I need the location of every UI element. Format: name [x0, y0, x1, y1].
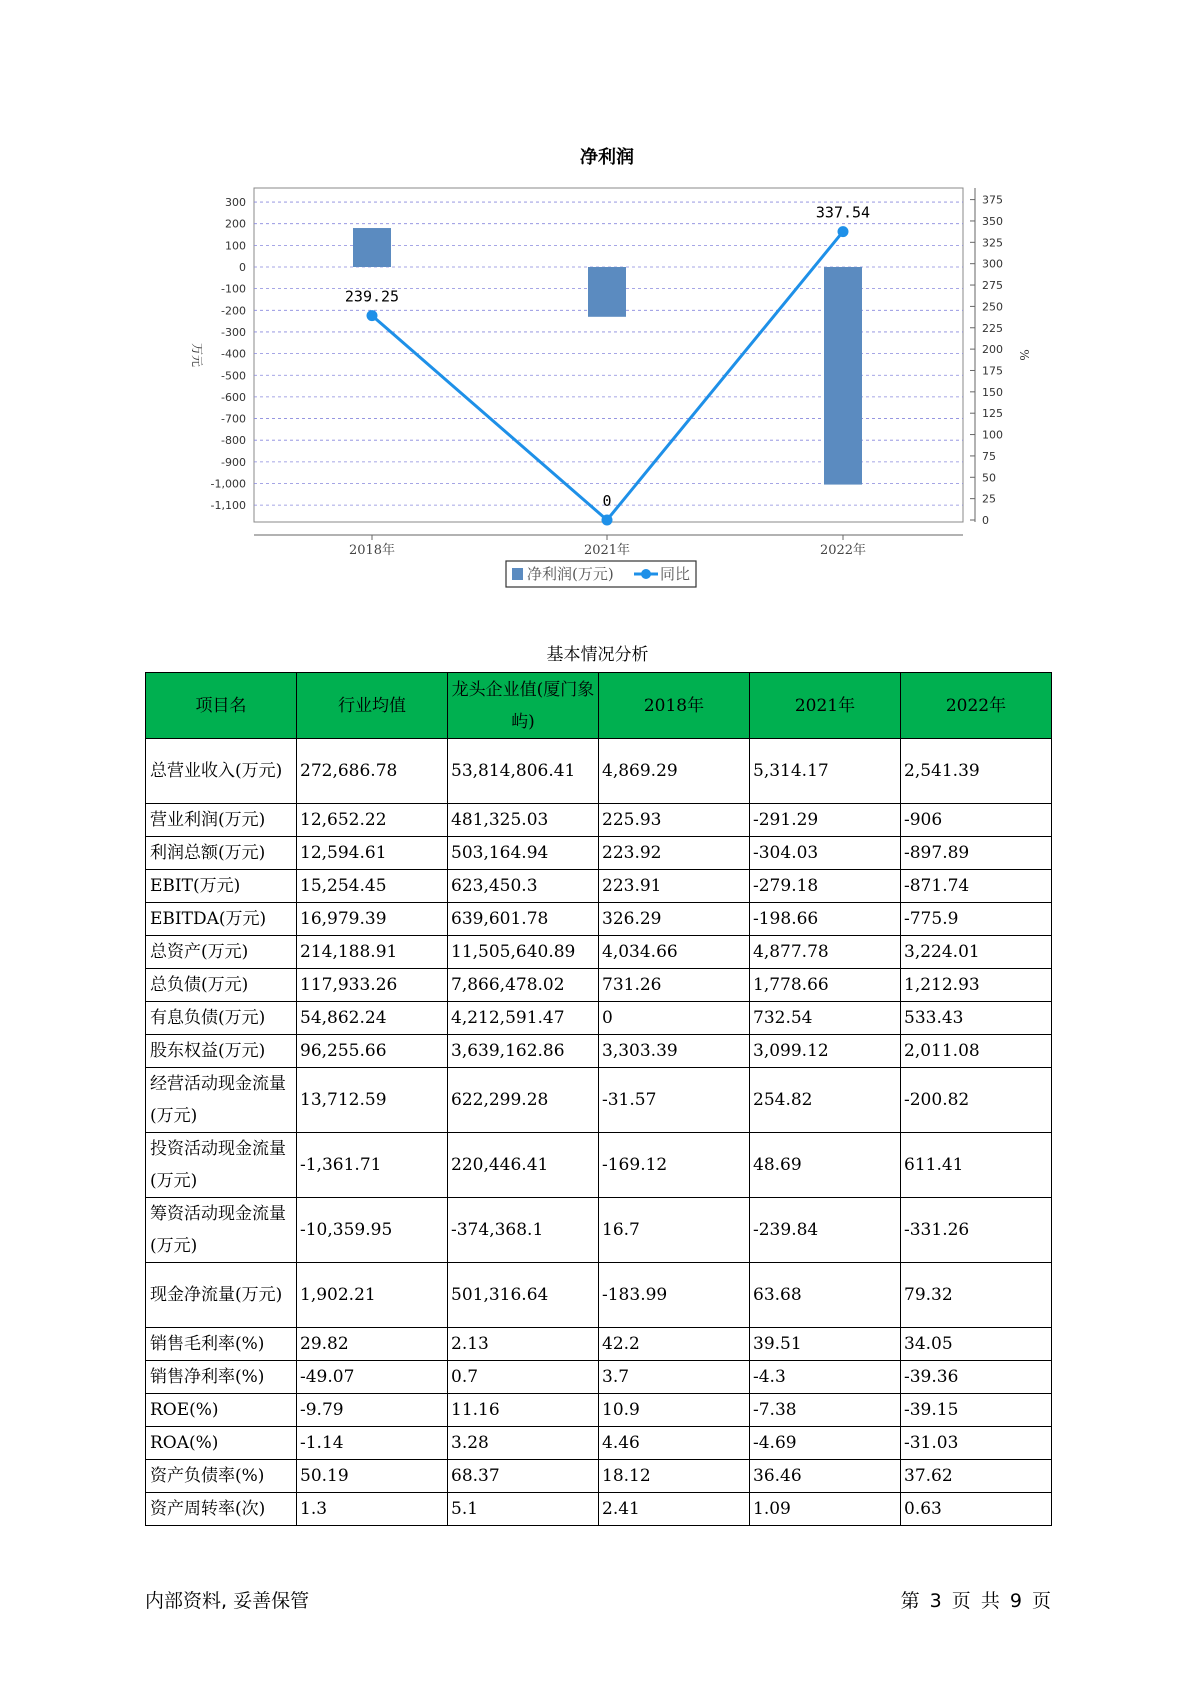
value-cell: -897.89 [901, 837, 1052, 870]
value-cell: -374,368.1 [448, 1198, 599, 1263]
column-header: 2018年 [599, 673, 750, 739]
net-profit-chart [0, 0, 1191, 600]
value-cell: 481,325.03 [448, 804, 599, 837]
table-row [146, 1068, 1052, 1133]
table-row [146, 1394, 1052, 1427]
value-cell: -169.12 [599, 1133, 750, 1198]
y2-tick-label: 350 [982, 214, 1003, 228]
row-label-cell: 筹资活动现金流量(万元) [146, 1198, 297, 1263]
value-cell: 2.13 [448, 1328, 599, 1361]
value-cell: 1.09 [750, 1493, 901, 1526]
value-cell: 12,652.22 [297, 804, 448, 837]
y-tick-label: -200 [221, 304, 246, 318]
value-cell: 326.29 [599, 903, 750, 936]
value-cell: 11,505,640.89 [448, 936, 599, 969]
y2-tick-label: 300 [982, 257, 1003, 271]
table-row [146, 837, 1052, 870]
value-cell: 37.62 [901, 1460, 1052, 1493]
value-cell: 3.7 [599, 1361, 750, 1394]
y2-tick-label: 325 [982, 236, 1003, 250]
value-cell: 7,866,478.02 [448, 969, 599, 1002]
row-label-cell: 利润总额(万元) [146, 837, 297, 870]
value-cell: -331.26 [901, 1198, 1052, 1263]
table-row [146, 936, 1052, 969]
legend-bar-swatch [512, 568, 523, 580]
value-cell: 611.41 [901, 1133, 1052, 1198]
table-row [146, 804, 1052, 837]
table-row [146, 1427, 1052, 1460]
value-cell: -291.29 [750, 804, 901, 837]
yoy-point [838, 226, 849, 237]
value-cell: 501,316.64 [448, 1263, 599, 1328]
y-tick-label: -800 [221, 434, 246, 448]
value-cell: 503,164.94 [448, 837, 599, 870]
value-cell: 117,933.26 [297, 969, 448, 1002]
value-cell: 3,099.12 [750, 1035, 901, 1068]
table-row [146, 1493, 1052, 1526]
table-row [146, 1263, 1052, 1328]
value-cell: -906 [901, 804, 1052, 837]
value-cell: -49.07 [297, 1361, 448, 1394]
analysis-table [145, 672, 1052, 1526]
value-cell: 0.63 [901, 1493, 1052, 1526]
value-cell: -31.03 [901, 1427, 1052, 1460]
value-cell: 12,594.61 [297, 837, 448, 870]
value-cell: 50.19 [297, 1460, 448, 1493]
value-cell: 1.3 [297, 1493, 448, 1526]
value-cell: 3,639,162.86 [448, 1035, 599, 1068]
value-cell: 3.28 [448, 1427, 599, 1460]
value-cell: 225.93 [599, 804, 750, 837]
value-cell: 63.68 [750, 1263, 901, 1328]
chart-title: 净利润 [580, 147, 634, 168]
y2-tick-label: 125 [982, 407, 1003, 421]
y-tick-label: -500 [221, 369, 246, 383]
column-header: 行业均值 [297, 673, 448, 739]
column-header: 2021年 [750, 673, 901, 739]
value-cell: 48.69 [750, 1133, 901, 1198]
y-tick-label: -1,000 [210, 477, 246, 491]
row-label-cell: EBIT(万元) [146, 870, 297, 903]
y-tick-label: -700 [221, 412, 246, 426]
table-title: 基本情况分析 [546, 645, 649, 665]
value-cell: -775.9 [901, 903, 1052, 936]
value-cell: 0.7 [448, 1361, 599, 1394]
value-cell: 2,011.08 [901, 1035, 1052, 1068]
footer-confidential-note: 内部资料, 妥善保管 [145, 1590, 310, 1612]
y2-tick-label: 375 [982, 193, 1003, 207]
data-label: 239.25 [344, 287, 400, 306]
table-row [146, 1198, 1052, 1263]
y2-tick-label: 250 [982, 300, 1003, 314]
data-label: 337.54 [815, 203, 871, 222]
value-cell: 16,979.39 [297, 903, 448, 936]
table-row [146, 1002, 1052, 1035]
legend-label-net-profit: 净利润(万元) [527, 565, 614, 583]
x-tick-label: 2022年 [819, 543, 867, 558]
y-tick-label: -100 [221, 282, 246, 296]
y-tick-label: -900 [221, 455, 246, 469]
value-cell: 3,303.39 [599, 1035, 750, 1068]
value-cell: 79.32 [901, 1263, 1052, 1328]
table-row [146, 739, 1052, 804]
table-row [146, 1361, 1052, 1394]
y2-tick-label: 50 [982, 471, 996, 485]
column-header: 龙头企业值(厦门象屿) [448, 673, 599, 739]
value-cell: -239.84 [750, 1198, 901, 1263]
value-cell: 11.16 [448, 1394, 599, 1427]
y-tick-label: -300 [221, 325, 246, 339]
legend-line-dot [641, 569, 651, 579]
row-label-cell: 股东权益(万元) [146, 1035, 297, 1068]
value-cell: 34.05 [901, 1328, 1052, 1361]
footer-page-number: 第 3 页 共 9 页 [900, 1590, 1051, 1612]
value-cell: 4.46 [599, 1427, 750, 1460]
value-cell: 2.41 [599, 1493, 750, 1526]
value-cell: 254.82 [750, 1068, 901, 1133]
value-cell: 10.9 [599, 1394, 750, 1427]
y-tick-label: 0 [239, 261, 246, 274]
value-cell: 4,212,591.47 [448, 1002, 599, 1035]
value-cell: 4,034.66 [599, 936, 750, 969]
value-cell: -183.99 [599, 1263, 750, 1328]
value-cell: 53,814,806.41 [448, 739, 599, 804]
value-cell: 1,212.93 [901, 969, 1052, 1002]
table-row [146, 1035, 1052, 1068]
value-cell: 220,446.41 [448, 1133, 599, 1198]
value-cell: 36.46 [750, 1460, 901, 1493]
yoy-point [602, 515, 613, 526]
row-label-cell: 资产负债率(%) [146, 1460, 297, 1493]
value-cell: -4.69 [750, 1427, 901, 1460]
value-cell: 533.43 [901, 1002, 1052, 1035]
y2-tick-label: 25 [982, 492, 996, 506]
row-label-cell: 总资产(万元) [146, 936, 297, 969]
y-tick-label: -400 [221, 347, 246, 361]
table-body [146, 739, 1052, 1526]
y2-tick-label: 225 [982, 321, 1003, 335]
value-cell: 639,601.78 [448, 903, 599, 936]
bar [824, 267, 862, 485]
value-cell: 16.7 [599, 1198, 750, 1263]
row-label-cell: 投资活动现金流量(万元) [146, 1133, 297, 1198]
value-cell: 4,877.78 [750, 936, 901, 969]
value-cell: 5,314.17 [750, 739, 901, 804]
chart-svg [0, 0, 1191, 600]
value-cell: -4.3 [750, 1361, 901, 1394]
table-row [146, 969, 1052, 1002]
bar [588, 267, 626, 317]
value-cell: 5.1 [448, 1493, 599, 1526]
x-tick-label: 2018年 [348, 543, 396, 558]
table-row [146, 903, 1052, 936]
row-label-cell: 有息负债(万元) [146, 1002, 297, 1035]
value-cell: -9.79 [297, 1394, 448, 1427]
value-cell: 214,188.91 [297, 936, 448, 969]
y-tick-label: -600 [221, 390, 246, 404]
data-label: 0 [602, 492, 612, 510]
column-header: 2022年 [901, 673, 1052, 739]
value-cell: -39.36 [901, 1361, 1052, 1394]
value-cell: 0 [599, 1002, 750, 1035]
row-label-cell: 经营活动现金流量(万元) [146, 1068, 297, 1133]
value-cell: 622,299.28 [448, 1068, 599, 1133]
y-tick-label: 300 [225, 196, 246, 210]
value-cell: 223.92 [599, 837, 750, 870]
value-cell: 3,224.01 [901, 936, 1052, 969]
value-cell: -31.57 [599, 1068, 750, 1133]
value-cell: 15,254.45 [297, 870, 448, 903]
value-cell: 623,450.3 [448, 870, 599, 903]
value-cell: 42.2 [599, 1328, 750, 1361]
value-cell: -1.14 [297, 1427, 448, 1460]
y-tick-label: -1,100 [210, 499, 246, 513]
y2-tick-label: 150 [982, 385, 1003, 399]
value-cell: 13,712.59 [297, 1068, 448, 1133]
row-label-cell: ROE(%) [146, 1394, 297, 1427]
value-cell: -1,361.71 [297, 1133, 448, 1198]
row-label-cell: 销售净利率(%) [146, 1361, 297, 1394]
y2-tick-label: 175 [982, 364, 1003, 378]
value-cell: 4,869.29 [599, 739, 750, 804]
value-cell: 39.51 [750, 1328, 901, 1361]
row-label-cell: 营业利润(万元) [146, 804, 297, 837]
y2-tick-label: 200 [982, 343, 1003, 357]
x-tick-label: 2021年 [583, 543, 631, 558]
table-header-row [146, 673, 1052, 739]
y2-tick-label: 0 [982, 514, 989, 527]
row-label-cell: 销售毛利率(%) [146, 1328, 297, 1361]
value-cell: 1,778.66 [750, 969, 901, 1002]
value-cell: 18.12 [599, 1460, 750, 1493]
row-label-cell: 资产周转率(次) [146, 1493, 297, 1526]
value-cell: 1,902.21 [297, 1263, 448, 1328]
y2-tick-label: 275 [982, 279, 1003, 293]
table-row [146, 1460, 1052, 1493]
value-cell: -304.03 [750, 837, 901, 870]
value-cell: -7.38 [750, 1394, 901, 1427]
column-header: 项目名 [146, 673, 297, 739]
value-cell: 96,255.66 [297, 1035, 448, 1068]
value-cell: 2,541.39 [901, 739, 1052, 804]
value-cell: 272,686.78 [297, 739, 448, 804]
yoy-point [367, 310, 378, 321]
y2-tick-label: 75 [982, 449, 996, 463]
y-axis-label: 万元 [190, 342, 204, 368]
value-cell: -871.74 [901, 870, 1052, 903]
y2-tick-label: 100 [982, 428, 1003, 442]
y-tick-label: 200 [225, 217, 246, 231]
y2-axis-label: % [1017, 349, 1031, 361]
value-cell: -279.18 [750, 870, 901, 903]
row-label-cell: 现金净流量(万元) [146, 1263, 297, 1328]
value-cell: -200.82 [901, 1068, 1052, 1133]
value-cell: -39.15 [901, 1394, 1052, 1427]
row-label-cell: 总营业收入(万元) [146, 739, 297, 804]
value-cell: 68.37 [448, 1460, 599, 1493]
table-row [146, 870, 1052, 903]
value-cell: -198.66 [750, 903, 901, 936]
table-row [146, 1328, 1052, 1361]
value-cell: 223.91 [599, 870, 750, 903]
value-cell: -10,359.95 [297, 1198, 448, 1263]
table-row [146, 1133, 1052, 1198]
bar [353, 228, 391, 267]
row-label-cell: 总负债(万元) [146, 969, 297, 1002]
value-cell: 731.26 [599, 969, 750, 1002]
value-cell: 29.82 [297, 1328, 448, 1361]
row-label-cell: EBITDA(万元) [146, 903, 297, 936]
value-cell: 732.54 [750, 1002, 901, 1035]
row-label-cell: ROA(%) [146, 1427, 297, 1460]
value-cell: 54,862.24 [297, 1002, 448, 1035]
y-tick-label: 100 [225, 239, 246, 253]
legend-label-yoy: 同比 [660, 565, 691, 583]
